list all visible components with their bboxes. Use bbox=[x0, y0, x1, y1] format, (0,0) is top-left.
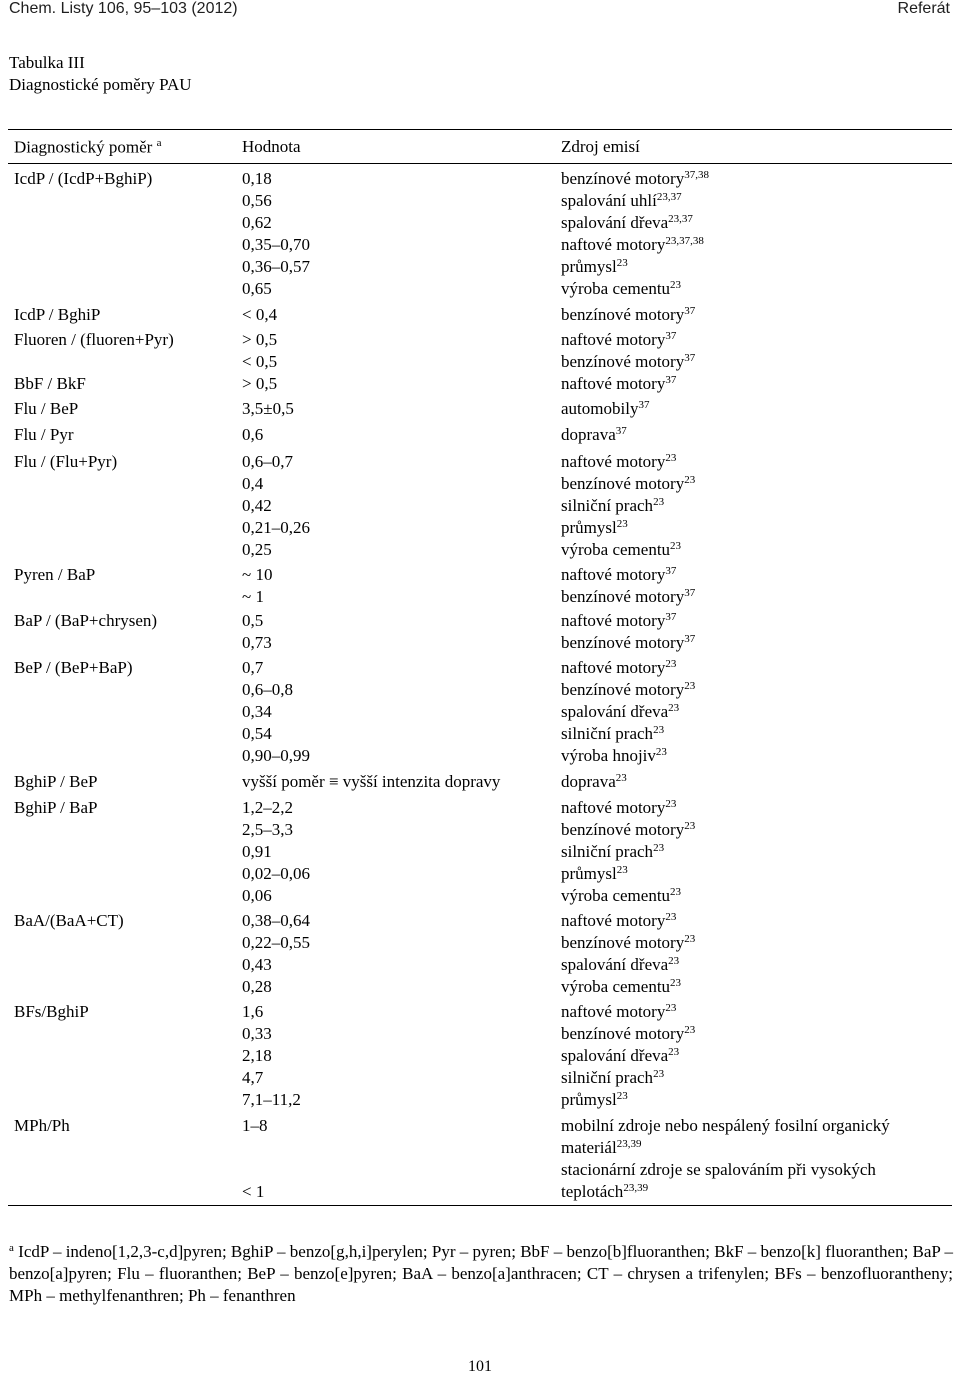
value-line: < 0,4 bbox=[242, 305, 278, 324]
value-cell bbox=[242, 329, 277, 373]
source-line bbox=[561, 819, 695, 841]
source-name: naftové motory bbox=[561, 565, 666, 584]
reference-superscript: 23 bbox=[653, 842, 665, 854]
source-name: naftové motory bbox=[561, 798, 666, 817]
source-line bbox=[561, 954, 695, 976]
source-name: silniční prach bbox=[561, 842, 654, 861]
reference-superscript: 37 bbox=[684, 587, 696, 599]
source-name: průmysl bbox=[561, 1090, 617, 1109]
source-line bbox=[561, 473, 695, 495]
reference-superscript: 23 bbox=[670, 279, 682, 291]
source-line bbox=[561, 723, 695, 745]
source-line bbox=[561, 745, 695, 767]
source-name: benzínové motory bbox=[561, 820, 685, 839]
source-cell bbox=[561, 610, 695, 654]
value-line: 0,38–0,64 bbox=[242, 911, 310, 930]
source-cell bbox=[561, 329, 695, 373]
value-line: 0,02–0,06 bbox=[242, 864, 310, 883]
reference-superscript: 23 bbox=[665, 911, 677, 923]
source-line bbox=[561, 517, 695, 539]
source-name: výroba hnojiv bbox=[561, 746, 656, 765]
source-cell bbox=[561, 1001, 695, 1111]
reference-superscript: 37 bbox=[684, 352, 696, 364]
footnote-text: IcdP – indeno[1,2,3-c,d]pyren; BghiP – benzo[g,h,i]perylen; Pyr – pyren; BbF – benzo[b]fluoranthen; BkF – benzo[k] fluoranthen; BaP – benzo[a]pyren; Flu – fluoranthen; BeP – benzo[e]pyren; BaA – benzo[a]anthracen; CT – chrysen a trifenylen; BFs – benzofluorantheny; MPh – methylfenanthren; Ph – fenanthren bbox=[9, 1242, 954, 1305]
source-line bbox=[561, 564, 695, 586]
source-name: mobilní zdroje nebo nespálený fosilní organický bbox=[561, 1116, 890, 1135]
section-label: Referát bbox=[897, 0, 950, 17]
source-name: silniční prach bbox=[561, 496, 654, 515]
reference-superscript: 23 bbox=[653, 724, 665, 736]
journal-citation: Chem. Listy 106, 95–103 (2012) bbox=[9, 0, 238, 17]
source-line bbox=[561, 1137, 890, 1159]
ratio-cell: Flu / Pyr bbox=[14, 425, 74, 444]
source-line bbox=[561, 256, 709, 278]
source-line bbox=[561, 329, 695, 351]
source-name: stacionární zdroje se spalováním při vysokých bbox=[561, 1160, 876, 1179]
source-line bbox=[561, 212, 709, 234]
source-line bbox=[561, 1089, 695, 1111]
source-name: doprava bbox=[561, 425, 616, 444]
value-line: < 0,5 bbox=[242, 352, 278, 371]
source-name: benzínové motory bbox=[561, 352, 685, 371]
value-line: > 0,5 bbox=[242, 330, 278, 349]
value-line: 0,56 bbox=[242, 191, 272, 210]
source-cell bbox=[561, 304, 695, 326]
value-line: 0,73 bbox=[242, 633, 272, 652]
source-name: benzínové motory bbox=[561, 474, 685, 493]
reference-superscript: 37 bbox=[638, 399, 650, 411]
ratio-cell: Flu / (Flu+Pyr) bbox=[14, 452, 118, 471]
source-line bbox=[561, 304, 695, 326]
column-header-ratio: Diagnostický poměr $^a$ bbox=[14, 137, 162, 157]
source-name: naftové motory bbox=[561, 452, 666, 471]
reference-superscript: 23 bbox=[665, 1002, 677, 1014]
source-name: naftové motory bbox=[561, 911, 666, 930]
value-line: 0,43 bbox=[242, 955, 272, 974]
source-name: teplotách bbox=[561, 1182, 624, 1201]
value-line: 0,7 bbox=[242, 658, 264, 677]
value-line: 1,6 bbox=[242, 1002, 264, 1021]
value-line: 0,65 bbox=[242, 279, 272, 298]
reference-superscript: 37 bbox=[684, 633, 696, 645]
source-cell bbox=[561, 657, 695, 767]
source-cell bbox=[561, 373, 676, 395]
ratio-cell: BeP / (BeP+BaP) bbox=[14, 658, 133, 677]
value-cell bbox=[242, 373, 277, 395]
top-rule bbox=[8, 129, 952, 130]
reference-superscript: 37 bbox=[665, 565, 677, 577]
source-line bbox=[561, 863, 695, 885]
source-line bbox=[561, 373, 676, 395]
source-line bbox=[561, 771, 627, 793]
value-line: 0,42 bbox=[242, 496, 272, 515]
value-cell bbox=[242, 657, 310, 767]
reference-superscript: 23 bbox=[668, 1046, 680, 1058]
source-cell bbox=[561, 424, 627, 446]
bottom-rule bbox=[8, 1205, 952, 1206]
value-line: 0,90–0,99 bbox=[242, 746, 310, 765]
source-name: benzínové motory bbox=[561, 680, 685, 699]
source-line bbox=[561, 1023, 695, 1045]
source-name: spalování uhlí bbox=[561, 191, 657, 210]
ratio-cell: BFs/BghiP bbox=[14, 1002, 89, 1021]
source-line bbox=[561, 234, 709, 256]
source-line bbox=[561, 1067, 695, 1089]
source-name: spalování dřeva bbox=[561, 213, 669, 232]
source-line bbox=[561, 679, 695, 701]
source-line bbox=[561, 885, 695, 907]
source-line bbox=[561, 841, 695, 863]
value-line: 0,18 bbox=[242, 169, 272, 188]
source-name: průmysl bbox=[561, 518, 617, 537]
source-name: benzínové motory bbox=[561, 1024, 685, 1043]
source-line bbox=[561, 976, 695, 998]
source-line bbox=[561, 351, 695, 373]
value-line: 2,5–3,3 bbox=[242, 820, 293, 839]
value-line: 2,18 bbox=[242, 1046, 272, 1065]
reference-superscript: 23 bbox=[668, 702, 680, 714]
source-line bbox=[561, 278, 709, 300]
source-name: benzínové motory bbox=[561, 169, 685, 188]
value-line bbox=[242, 1159, 268, 1181]
value-cell bbox=[242, 304, 277, 326]
value-line: 1,2–2,2 bbox=[242, 798, 293, 817]
source-cell bbox=[561, 168, 709, 300]
source-name: naftové motory bbox=[561, 374, 666, 393]
value-line bbox=[242, 1137, 268, 1159]
source-cell bbox=[561, 797, 695, 907]
reference-superscript: 23 bbox=[668, 955, 680, 967]
value-line: 0,62 bbox=[242, 213, 272, 232]
source-name: průmysl bbox=[561, 257, 617, 276]
source-name: spalování dřeva bbox=[561, 702, 669, 721]
value-line: 0,33 bbox=[242, 1024, 272, 1043]
source-name: spalování dřeva bbox=[561, 955, 669, 974]
reference-superscript: 23 bbox=[684, 820, 696, 832]
ratio-cell: Pyren / BaP bbox=[14, 565, 96, 584]
source-line bbox=[561, 539, 695, 561]
page-number: 101 bbox=[468, 1358, 492, 1375]
value-cell bbox=[242, 1001, 301, 1111]
source-line bbox=[561, 586, 695, 608]
source-name: benzínové motory bbox=[561, 305, 685, 324]
reference-superscript: 23 bbox=[684, 474, 696, 486]
source-line bbox=[561, 398, 649, 420]
value-line: 0,6–0,7 bbox=[242, 452, 293, 471]
value-line: 0,21–0,26 bbox=[242, 518, 310, 537]
source-line bbox=[561, 797, 695, 819]
value-line: 0,5 bbox=[242, 611, 264, 630]
source-line bbox=[561, 610, 695, 632]
source-name: benzínové motory bbox=[561, 587, 685, 606]
reference-superscript: 37 bbox=[665, 611, 677, 623]
source-line bbox=[561, 168, 709, 190]
reference-superscript: 23 bbox=[684, 680, 696, 692]
reference-superscript: 23,39 bbox=[616, 1138, 642, 1150]
source-name: naftové motory bbox=[561, 611, 666, 630]
source-name: doprava bbox=[561, 772, 616, 791]
reference-superscript: 23 bbox=[684, 933, 696, 945]
value-line: 0,25 bbox=[242, 540, 272, 559]
value-line: > 0,5 bbox=[242, 374, 278, 393]
value-line: 0,6 bbox=[242, 425, 264, 444]
source-line bbox=[561, 1045, 695, 1067]
source-line bbox=[561, 910, 695, 932]
reference-superscript: 23,37 bbox=[668, 213, 693, 225]
source-name: automobily bbox=[561, 399, 639, 418]
reference-superscript: 23,37,38 bbox=[665, 235, 704, 247]
value-line: 0,28 bbox=[242, 977, 272, 996]
header-rule bbox=[8, 163, 952, 164]
source-name: silniční prach bbox=[561, 724, 654, 743]
source-cell bbox=[561, 398, 649, 420]
reference-superscript: 23 bbox=[653, 1068, 665, 1080]
source-name: benzínové motory bbox=[561, 933, 685, 952]
ratio-cell: BghiP / BeP bbox=[14, 772, 98, 791]
ratio-cell: MPh/Ph bbox=[14, 1116, 70, 1135]
ratio-cell: Flu / BeP bbox=[14, 399, 79, 418]
source-name: materiál bbox=[561, 1138, 617, 1157]
reference-superscript: 37 bbox=[665, 374, 677, 386]
source-name: výroba cementu bbox=[561, 279, 671, 298]
source-name: výroba cementu bbox=[561, 977, 671, 996]
value-line: 0,54 bbox=[242, 724, 272, 743]
reference-superscript: 23 bbox=[616, 1090, 628, 1102]
reference-superscript: 23 bbox=[616, 518, 628, 530]
table-number: Tabulka III bbox=[9, 53, 85, 72]
reference-superscript: 23 bbox=[665, 452, 677, 464]
ratio-cell: BaP / (BaP+chrysen) bbox=[14, 611, 158, 630]
reference-superscript: 37 bbox=[615, 425, 627, 437]
value-cell bbox=[242, 451, 310, 561]
value-cell bbox=[242, 168, 310, 300]
value-line: 0,91 bbox=[242, 842, 272, 861]
table-caption bbox=[9, 52, 192, 96]
value-line: ~ 10 bbox=[242, 565, 273, 584]
source-line bbox=[561, 451, 695, 473]
reference-superscript: 37 bbox=[665, 330, 677, 342]
value-cell bbox=[242, 797, 310, 907]
ratio-cell: IcdP / (IcdP+BghiP) bbox=[14, 169, 153, 188]
reference-superscript: 23 bbox=[615, 772, 627, 784]
value-line: < 1 bbox=[242, 1182, 265, 1201]
source-line bbox=[561, 495, 695, 517]
source-line bbox=[561, 701, 695, 723]
value-line: 0,06 bbox=[242, 886, 272, 905]
column-header-source: Zdroj emisí bbox=[561, 137, 640, 156]
reference-superscript: 23 bbox=[616, 864, 628, 876]
reference-superscript: 23 bbox=[665, 798, 677, 810]
source-line bbox=[561, 424, 627, 446]
source-name: výroba cementu bbox=[561, 886, 671, 905]
value-line: 0,35–0,70 bbox=[242, 235, 310, 254]
reference-superscript: 23 bbox=[616, 257, 628, 269]
source-name: benzínové motory bbox=[561, 633, 685, 652]
source-name: spalování dřeva bbox=[561, 1046, 669, 1065]
value-cell bbox=[242, 564, 272, 608]
source-line bbox=[561, 1115, 890, 1137]
source-line bbox=[561, 1001, 695, 1023]
source-line bbox=[561, 932, 695, 954]
footnote bbox=[9, 1241, 953, 1307]
source-name: naftové motory bbox=[561, 1002, 666, 1021]
value-line: 4,7 bbox=[242, 1068, 264, 1087]
source-cell bbox=[561, 451, 695, 561]
value-line: 3,5±0,5 bbox=[242, 399, 294, 418]
source-name: naftové motory bbox=[561, 658, 666, 677]
source-cell bbox=[561, 771, 627, 793]
source-cell bbox=[561, 910, 695, 998]
reference-superscript: 23 bbox=[670, 886, 682, 898]
source-line bbox=[561, 657, 695, 679]
reference-superscript: 23 bbox=[670, 540, 682, 552]
reference-superscript: 23 bbox=[670, 977, 682, 989]
ratio-cell: BaA/(BaA+CT) bbox=[14, 911, 124, 930]
value-cell bbox=[242, 610, 272, 654]
value-line: 0,34 bbox=[242, 702, 272, 721]
reference-superscript: 23 bbox=[655, 746, 667, 758]
value-line: 0,36–0,57 bbox=[242, 257, 310, 276]
reference-superscript: 23,39 bbox=[623, 1182, 649, 1194]
source-cell bbox=[561, 1115, 890, 1203]
source-line bbox=[561, 1159, 890, 1181]
value-cell bbox=[242, 771, 500, 793]
source-line bbox=[561, 632, 695, 654]
value-line: vyšší poměr ≡ vyšší intenzita dopravy bbox=[242, 772, 501, 791]
source-name: silniční prach bbox=[561, 1068, 654, 1087]
source-cell bbox=[561, 564, 695, 608]
value-cell bbox=[242, 1115, 268, 1203]
value-line: 0,4 bbox=[242, 474, 264, 493]
value-line: 7,1–11,2 bbox=[242, 1090, 301, 1109]
value-line: ~ 1 bbox=[242, 587, 264, 606]
value-line: 0,22–0,55 bbox=[242, 933, 310, 952]
reference-superscript: 23 bbox=[653, 496, 665, 508]
source-name: naftové motory bbox=[561, 235, 666, 254]
source-line bbox=[561, 190, 709, 212]
reference-superscript: 23,37 bbox=[656, 191, 682, 203]
table-title: Diagnostické poměry PAU bbox=[9, 75, 192, 94]
value-cell bbox=[242, 398, 294, 420]
value-cell bbox=[242, 424, 263, 446]
source-name: naftové motory bbox=[561, 330, 666, 349]
ratio-cell: IcdP / BghiP bbox=[14, 305, 101, 324]
reference-superscript: 37,38 bbox=[684, 169, 709, 181]
footnote-mark: a bbox=[9, 1242, 14, 1254]
value-line: 1–8 bbox=[242, 1116, 268, 1135]
value-line: 0,6–0,8 bbox=[242, 680, 293, 699]
ratio-cell: BbF / BkF bbox=[14, 374, 86, 393]
source-name: průmysl bbox=[561, 864, 617, 883]
reference-superscript: 37 bbox=[684, 305, 696, 317]
column-header-value: Hodnota bbox=[242, 137, 301, 156]
ratio-cell: BghiP / BaP bbox=[14, 798, 98, 817]
reference-superscript: 23 bbox=[684, 1024, 696, 1036]
value-cell bbox=[242, 910, 310, 998]
reference-superscript: 23 bbox=[665, 658, 677, 670]
source-line bbox=[561, 1181, 890, 1203]
ratio-cell: Fluoren / (fluoren+Pyr) bbox=[14, 330, 174, 349]
source-name: výroba cementu bbox=[561, 540, 671, 559]
